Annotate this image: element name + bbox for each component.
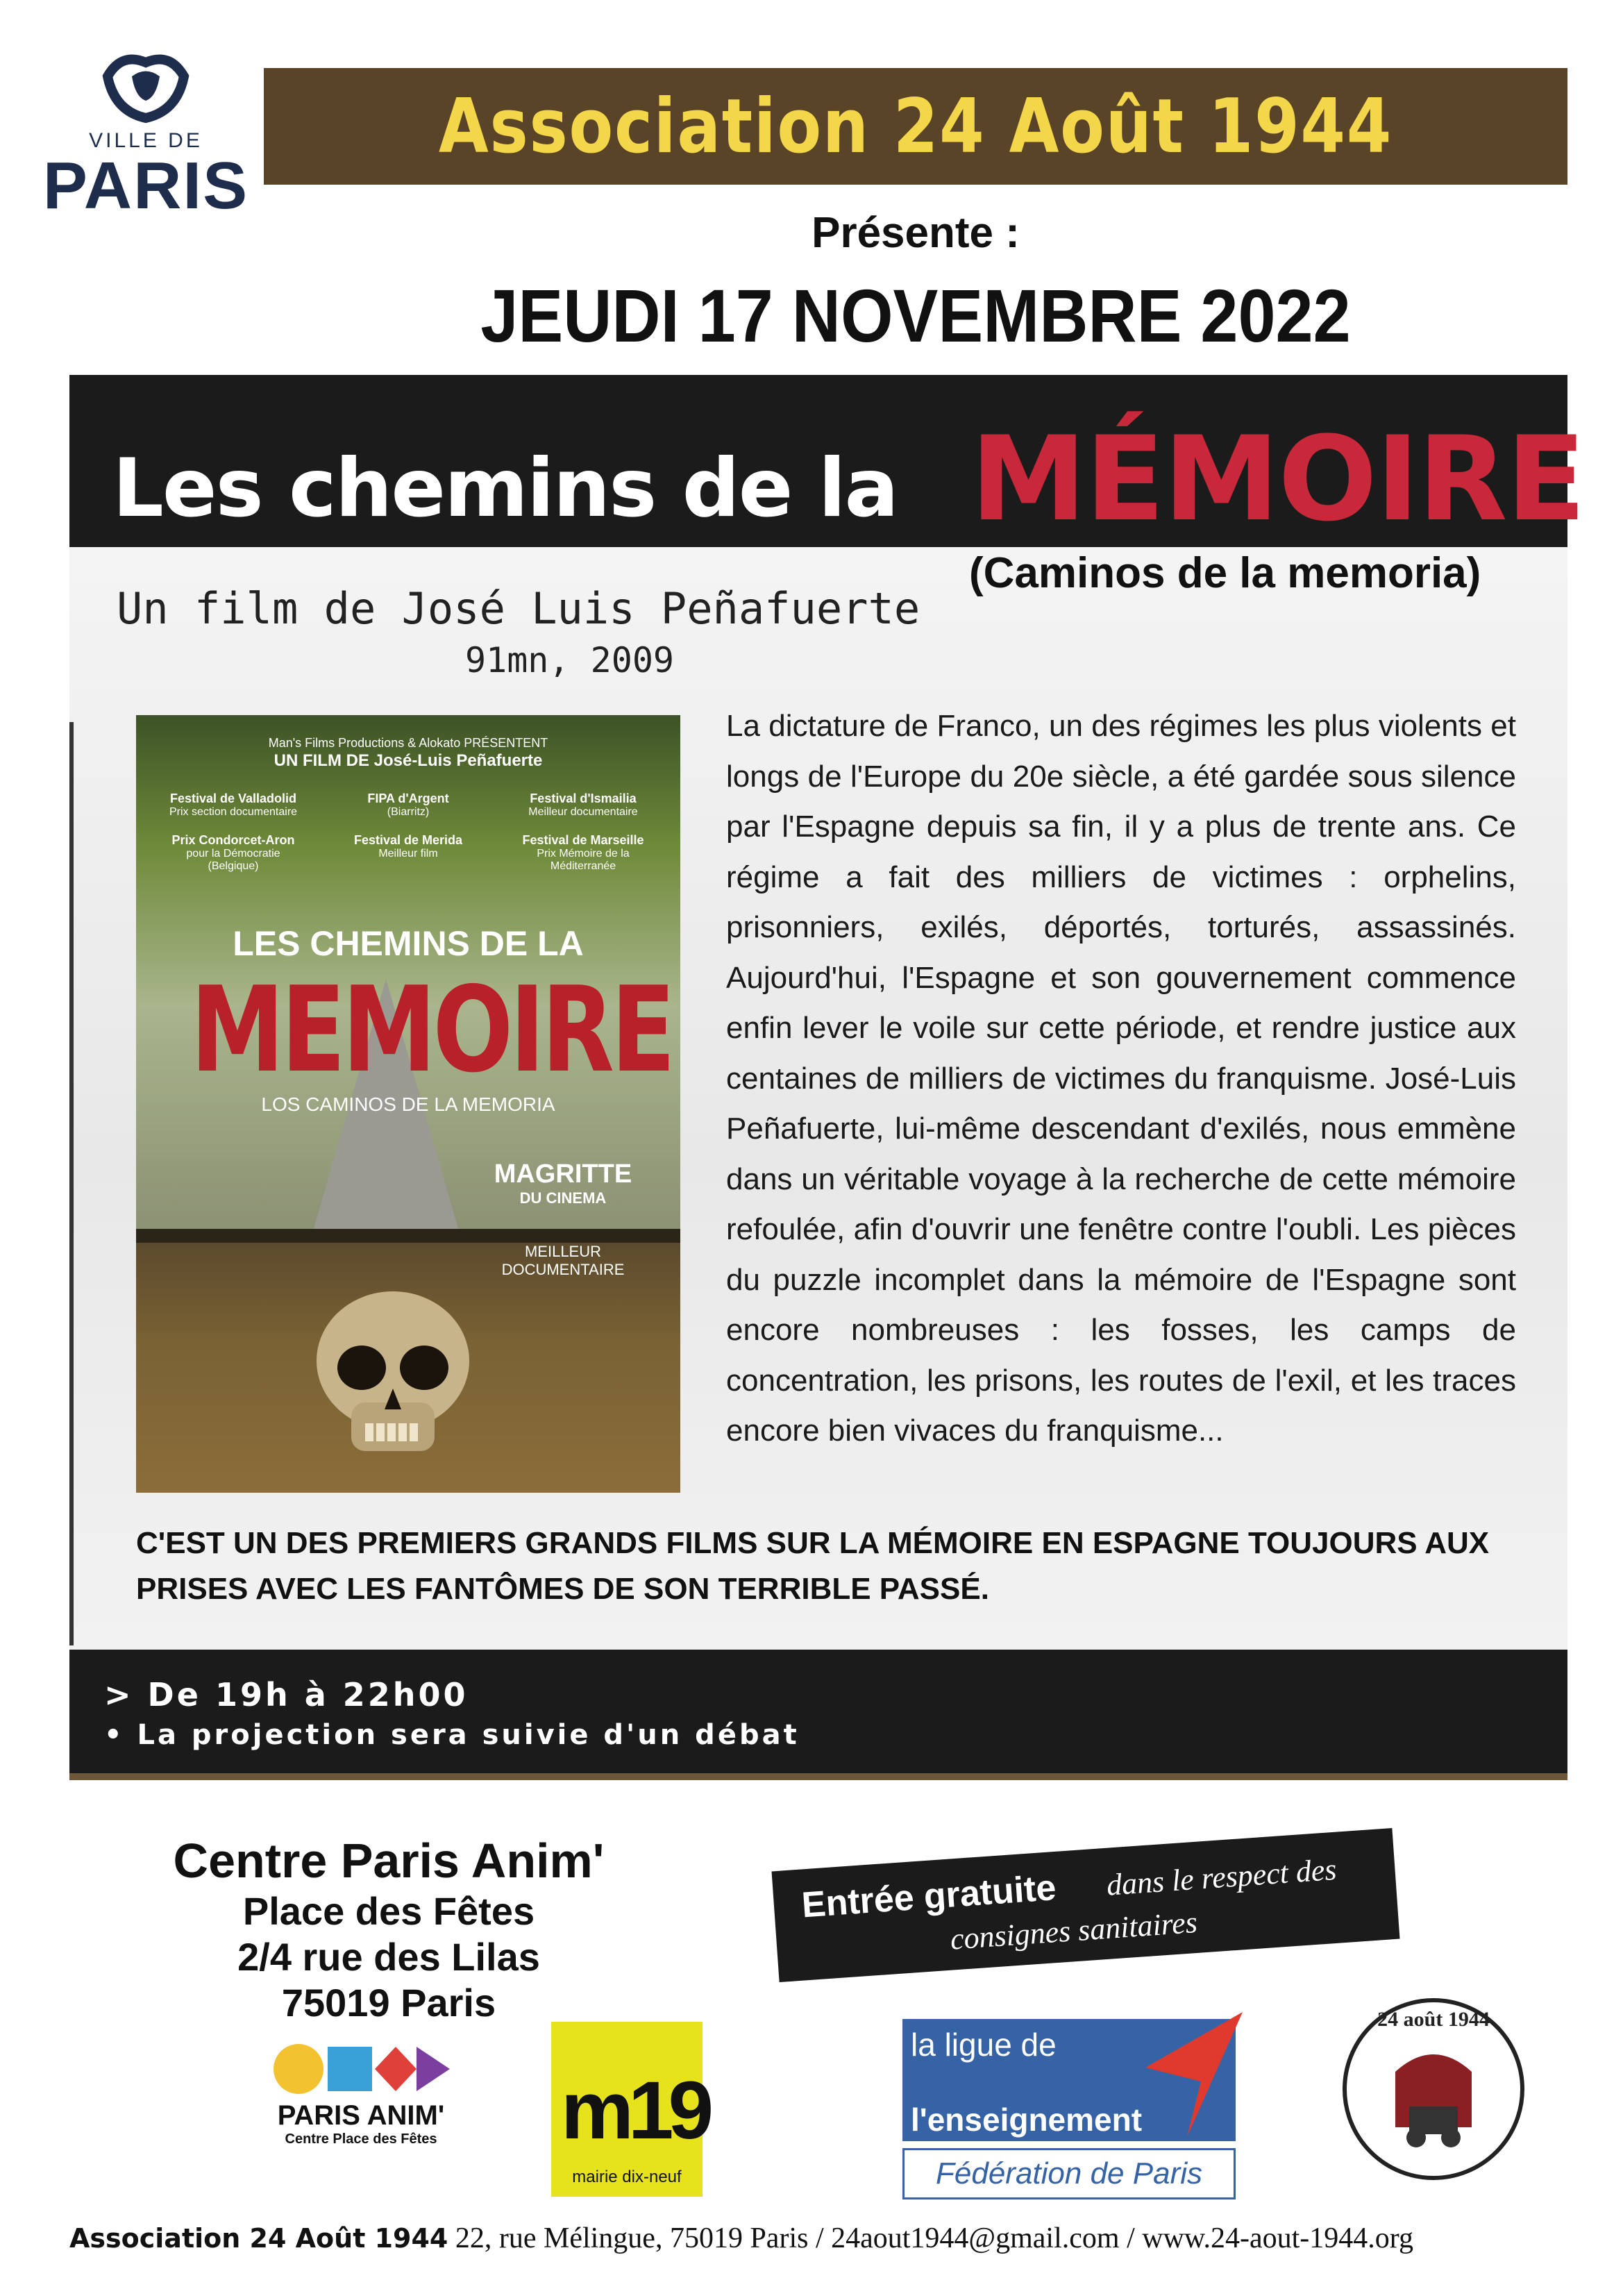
info-band-rule xyxy=(69,1773,1567,1780)
free-entry-label: Entrée gratuite xyxy=(800,1868,1058,1926)
footer-org: Association 24 Août 1944 xyxy=(69,2223,448,2254)
venue-street: 2/4 rue des Lilas xyxy=(237,1935,540,1979)
venue-place: Place des Fêtes xyxy=(242,1889,535,1933)
paris-anim-logo xyxy=(257,2041,465,2147)
skull-icon xyxy=(303,1284,483,1465)
synopsis-text: La dictature de Franco, un des régimes les plus violents et longs de l'Europe du 20e siècle, a été gardée sous silence par l'Espagne depuis sa fin, il y a plus de trente ans. Ce régime a fait des milliers de victimes : orphelins, prisonniers, exilés, déportés, torturés, assassinés. Aujourd'hui, l'Espagne et son gouvernement commence enfin lever le voile sur cette période, et rendre justice aux centaines de milliers de victimes du franquisme. José-Luis Peñafuerte, lui-même descendant d'exilés, nous emmène dans un véritable voyage à la recherche de cette mémoire refoulée, afin d'ouvrir une fenêtre contre l'oubli. Les pièces du puzzle incomplet dans la mémoire de l'Espagne sont encore nombreuses : les fosses, les camps de concentration, les prisons, les routes de l'exil, et les traces encore bien vivaces du franquisme... xyxy=(726,709,1516,1448)
ligue-federation: Fédération de Paris xyxy=(902,2148,1236,2199)
mairie-19-logo xyxy=(551,2022,709,2197)
info-debate: • La projection sera suivie d'un débat xyxy=(104,1719,800,1751)
title-part2: MÉMOIRE xyxy=(970,411,1585,547)
badge-label: 24 août 1944 xyxy=(1377,2008,1490,2031)
m19-label: m19 xyxy=(561,2065,709,2156)
ville-de-paris-logo xyxy=(42,49,250,250)
poster-festival: Festival de Valladolid Prix section documentaire xyxy=(169,791,298,818)
magritte-sub: DU CINEMA xyxy=(519,1189,607,1207)
title-subtitle: (Caminos de la memoria) xyxy=(969,549,1481,597)
free-entry-note2: consignes sanitaires xyxy=(949,1904,1199,1956)
poster-award: MEILLEUR DOCUMENTAIRE xyxy=(501,1243,625,1278)
paris-label: PARIS xyxy=(42,149,249,223)
info-time: > De 19h à 22h00 xyxy=(104,1676,469,1713)
poster-production: Man's Films Productions & Alokato PRÉSENTENT xyxy=(268,736,548,750)
paris-anim-label: PARIS ANIM' xyxy=(277,2100,445,2131)
footer-contact: 22, rue Mélingue, 75019 Paris / 24aout1944@gmail.com / www.24-aout-1944.org xyxy=(448,2222,1414,2254)
venue-address xyxy=(132,1833,646,2026)
poster-title-line1: LES CHEMINS DE LA xyxy=(233,924,584,963)
poster-festival: Prix Condorcet-Aron pour la Démocratie (Belgique) xyxy=(171,833,295,872)
poster-festival: FIPA d'Argent (Biarritz) xyxy=(367,791,449,818)
poster-title-line2: MEMOIRE xyxy=(190,962,673,1099)
paris-ship-icon xyxy=(94,49,198,125)
presente-label: Présente : xyxy=(812,209,1020,257)
paris-anim-sub: Centre Place des Fêtes xyxy=(285,2131,437,2147)
ligue-enseignement-logo xyxy=(902,2019,1236,2199)
poster-festival: Festival de Merida Meilleur film xyxy=(353,833,463,860)
film-duration: 91mn, 2009 xyxy=(465,640,675,680)
poster-title-line3: LOS CAMINOS DE LA MEMORIA xyxy=(261,1093,555,1115)
association-banner xyxy=(264,68,1567,185)
poster-magritte xyxy=(483,1159,643,1207)
free-entry-box xyxy=(772,1828,1400,1982)
ville-de-label: VILLE DE xyxy=(89,129,203,152)
ligue-arrow-icon xyxy=(1125,2005,1250,2144)
magritte-label: MAGRITTE xyxy=(494,1159,632,1189)
film-poster xyxy=(136,715,680,1493)
venue-name: Centre Paris Anim' xyxy=(173,1834,605,1888)
film-credit: Un film de José Luis Peñafuerte xyxy=(117,583,920,634)
venue-city: 75019 Paris xyxy=(281,1981,496,2025)
m19-sub: mairie dix-neuf xyxy=(572,2168,682,2186)
poster-festival: Festival de Marseille Prix Mémoire de la Méditerranée xyxy=(522,833,644,872)
title-part1: Les chemins de la xyxy=(112,442,898,535)
footer xyxy=(69,2222,1569,2255)
ligue-line1: la ligue de xyxy=(911,2027,1057,2063)
free-entry-note1: dans le respect des xyxy=(1105,1852,1338,1902)
title-band xyxy=(69,375,1585,547)
tagline-text: C'EST UN DES PREMIERS GRANDS FILMS SUR LA MÉMOIRE EN ESPAGNE TOUJOURS AUX PRISES AVEC LES FANTÔMES DE SON TERRIBLE PASSÉ. xyxy=(136,1526,1490,1606)
event-date: JEUDI 17 NOVEMBRE 2022 xyxy=(480,274,1351,358)
content-edge xyxy=(69,722,74,1645)
ligue-line2: l'enseignement xyxy=(911,2102,1143,2138)
poster-director: UN FILM DE José-Luis Peñafuerte xyxy=(274,751,543,770)
info-band xyxy=(69,1650,1567,1773)
paris-anim-shapes-icon xyxy=(271,2041,451,2097)
poster-festival: Festival d'Ismailia Meilleur documentaire xyxy=(528,791,638,818)
association-title: Association 24 Août 1944 xyxy=(438,83,1393,170)
